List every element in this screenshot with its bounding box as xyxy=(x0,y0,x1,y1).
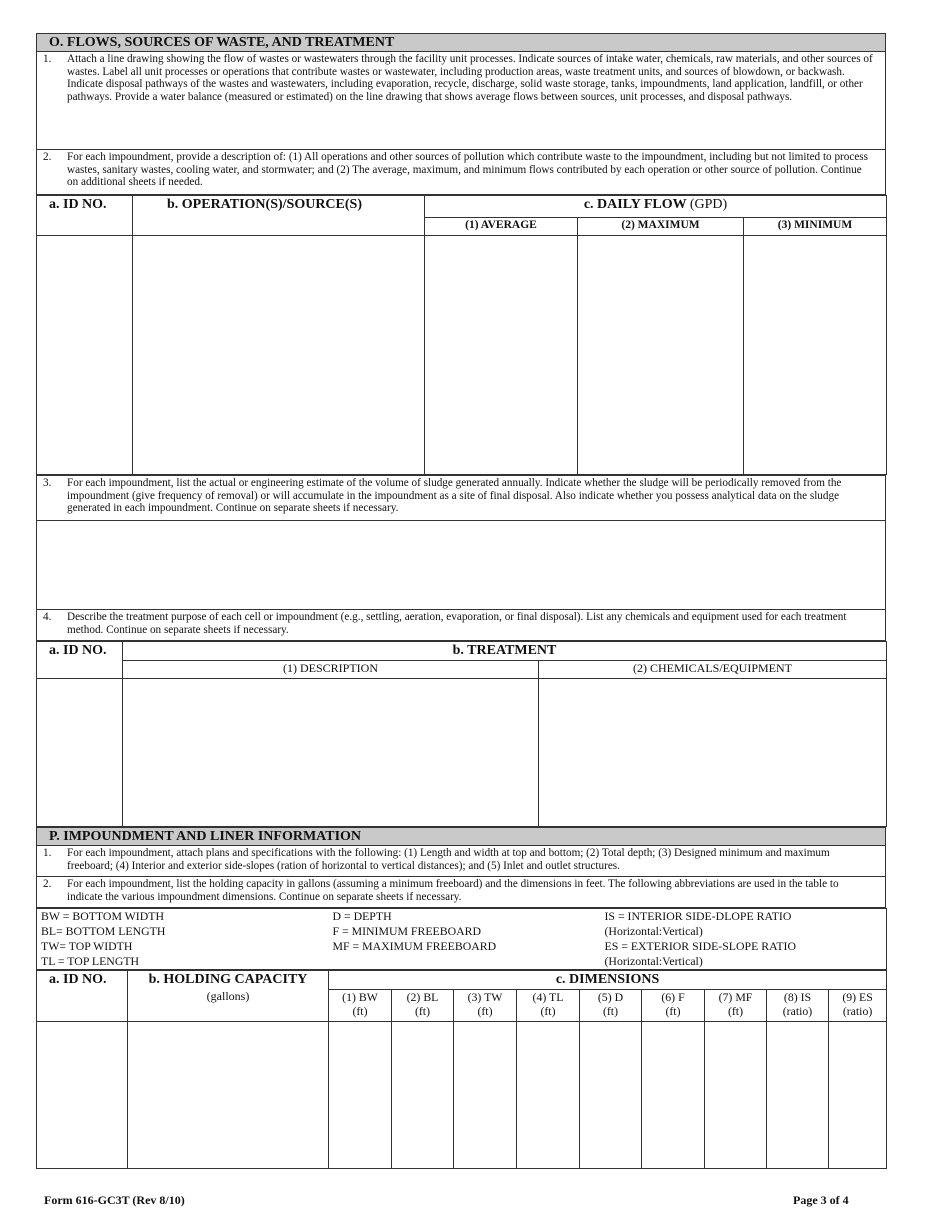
dim-tw-header: (3) TW (ft) xyxy=(454,990,517,1022)
dim-es-header: (9) ES (ratio) xyxy=(829,990,887,1022)
abbr-col-1: BW = BOTTOM WIDTH BL= BOTTOM LENGTH TW= TOP WIDTH TL = TOP LENGTH xyxy=(37,909,329,970)
section-o-instructions xyxy=(36,33,886,195)
treatment-chemicals-input[interactable] xyxy=(539,679,887,827)
treatment-description-input[interactable] xyxy=(123,679,539,827)
flow-id-input[interactable] xyxy=(37,236,133,475)
sludge-input[interactable] xyxy=(37,521,886,610)
abbreviation-legend xyxy=(36,908,887,970)
dim-bl-input[interactable] xyxy=(392,1022,454,1169)
form-id: Form 616-GC3T (Rev 8/10) xyxy=(44,1193,185,1207)
flow-col-id: a. ID NO. xyxy=(37,196,133,236)
dim-mf-input[interactable] xyxy=(705,1022,767,1169)
dim-f-header: (6) F (ft) xyxy=(642,990,705,1022)
instruction-o-1: Attach a line drawing showing the flow of wastes or wastewaters through the facility unit processes. Indicate sources of intake water, chemicals, raw materials, and other sources of wastes. Label all unit processes or operations that contribute wastes or wastewater, including production areas, waste treatment units, and sources of blowdown, or backwash. Indicate disposal pathways of the wastes and wastewaters, including evaporation, recycle, discharge, solid waste storage, tanks, impoundments, land application, landfill, or other pathways. Provide a water balance (measured or estimated) on the line drawing that shows average flows between sources, unit processes, and disposal pathways. xyxy=(67,53,873,103)
capacity-table xyxy=(36,970,887,1169)
treatment-col-treatment: b. TREATMENT xyxy=(123,642,887,661)
item-number: 2. xyxy=(43,878,52,890)
instruction-p-1: For each impoundment, attach plans and specifications with the following: (1) Length and width at top and bottom; (2) Total depth; (3) Designed minimum and maximum freeboard; (4) Interior and exterior side-slopes (ration of horizontal to vertical distances); and (5) Inlet and outlet structures. xyxy=(67,847,830,872)
flow-operation-input[interactable] xyxy=(133,236,425,475)
dim-bw-header: (1) BW (ft) xyxy=(329,990,392,1022)
flow-col-operation: b. OPERATION(S)/SOURCE(S) xyxy=(133,196,425,236)
treatment-id-input[interactable] xyxy=(37,679,123,827)
dim-tl-header: (4) TL (ft) xyxy=(517,990,580,1022)
dim-tl-input[interactable] xyxy=(517,1022,580,1169)
flow-sub-maximum: (2) MAXIMUM xyxy=(578,218,744,236)
instruction-p-2: For each impoundment, list the holding capacity in gallons (assuming a minimum freeboard) and the dimensions in feet. The following abbreviations are used in the table to indicate the various impoundment dimensions. Continue on separate sheets if necessary. xyxy=(67,878,839,903)
section-p-title: P. IMPOUNDMENT AND LINER INFORMATION xyxy=(37,828,886,846)
dim-es-input[interactable] xyxy=(829,1022,887,1169)
instruction-o-2: For each impoundment, provide a description of: (1) All operations and other sources of pollution which contribute waste to the impoundment, including but not limited to process wastes, sanitary wastes, cooling water, and stormwater; and (2) The average, maximum, and minimum flows contributed by each operation or other source of pollution. Continue on additional sheets if needed. xyxy=(67,151,868,189)
treatment-col-id: a. ID NO. xyxy=(37,642,123,679)
form-page xyxy=(36,33,886,1169)
item-number: 4. xyxy=(43,611,52,623)
dim-d-input[interactable] xyxy=(580,1022,642,1169)
dim-mf-header: (7) MF (ft) xyxy=(705,990,767,1022)
capacity-col-dimensions: c. DIMENSIONS xyxy=(329,971,887,990)
sludge-section xyxy=(36,475,886,641)
flow-col-daily-flow: c. DAILY FLOW (GPD) xyxy=(425,196,887,218)
capacity-col-holding: b. HOLDING CAPACITY (gallons) xyxy=(128,971,329,1022)
section-p-instructions xyxy=(36,827,886,908)
flow-sub-minimum: (3) MINIMUM xyxy=(744,218,887,236)
item-number: 1. xyxy=(43,847,52,859)
flow-maximum-input[interactable] xyxy=(578,236,744,475)
page-number: Page 3 of 4 xyxy=(793,1193,849,1207)
flow-sub-average: (1) AVERAGE xyxy=(425,218,578,236)
treatment-sub-chemicals: (2) CHEMICALS/EQUIPMENT xyxy=(539,661,887,679)
abbr-col-3: IS = INTERIOR SIDE-DLOPE RATIO (Horizontal:Vertical) ES = EXTERIOR SIDE-SLOPE RATIO (Horizontal:Vertical) xyxy=(601,909,887,970)
flow-average-input[interactable] xyxy=(425,236,578,475)
item-number: 2. xyxy=(43,151,52,163)
dim-bw-input[interactable] xyxy=(329,1022,392,1169)
dim-d-header: (5) D (ft) xyxy=(580,990,642,1022)
item-number: 3. xyxy=(43,477,52,489)
dim-is-input[interactable] xyxy=(767,1022,829,1169)
dim-f-input[interactable] xyxy=(642,1022,705,1169)
capacity-holding-input[interactable] xyxy=(128,1022,329,1169)
section-o-title: O. FLOWS, SOURCES OF WASTE, AND TREATMENT xyxy=(37,34,886,52)
dim-tw-input[interactable] xyxy=(454,1022,517,1169)
item-number: 1. xyxy=(43,53,52,65)
instruction-o-4: Describe the treatment purpose of each cell or impoundment (e.g., settling, aeration, evaporation, or final disposal). List any chemicals and equipment used for each treatment method. Continue on separate sheets if necessary. xyxy=(67,611,847,636)
dim-is-header: (8) IS (ratio) xyxy=(767,990,829,1022)
treatment-table xyxy=(36,641,887,827)
capacity-col-id: a. ID NO. xyxy=(37,971,128,1022)
flow-minimum-input[interactable] xyxy=(744,236,887,475)
capacity-id-input[interactable] xyxy=(37,1022,128,1169)
flow-table xyxy=(36,195,887,475)
abbr-col-2: D = DEPTH F = MINIMUM FREEBOARD MF = MAXIMUM FREEBOARD xyxy=(329,909,601,970)
dim-bl-header: (2) BL (ft) xyxy=(392,990,454,1022)
treatment-sub-description: (1) DESCRIPTION xyxy=(123,661,539,679)
instruction-o-3: For each impoundment, list the actual or engineering estimate of the volume of sludge generated annually. Indicate whether the sludge will be periodically removed from the impoundment (give frequency of removal) or will accumulate in the impoundment as a site of final disposal. Also indicate whether you possess analytical data on the sludge generated in each impoundment. Continue on separate sheets if necessary. xyxy=(67,477,842,515)
